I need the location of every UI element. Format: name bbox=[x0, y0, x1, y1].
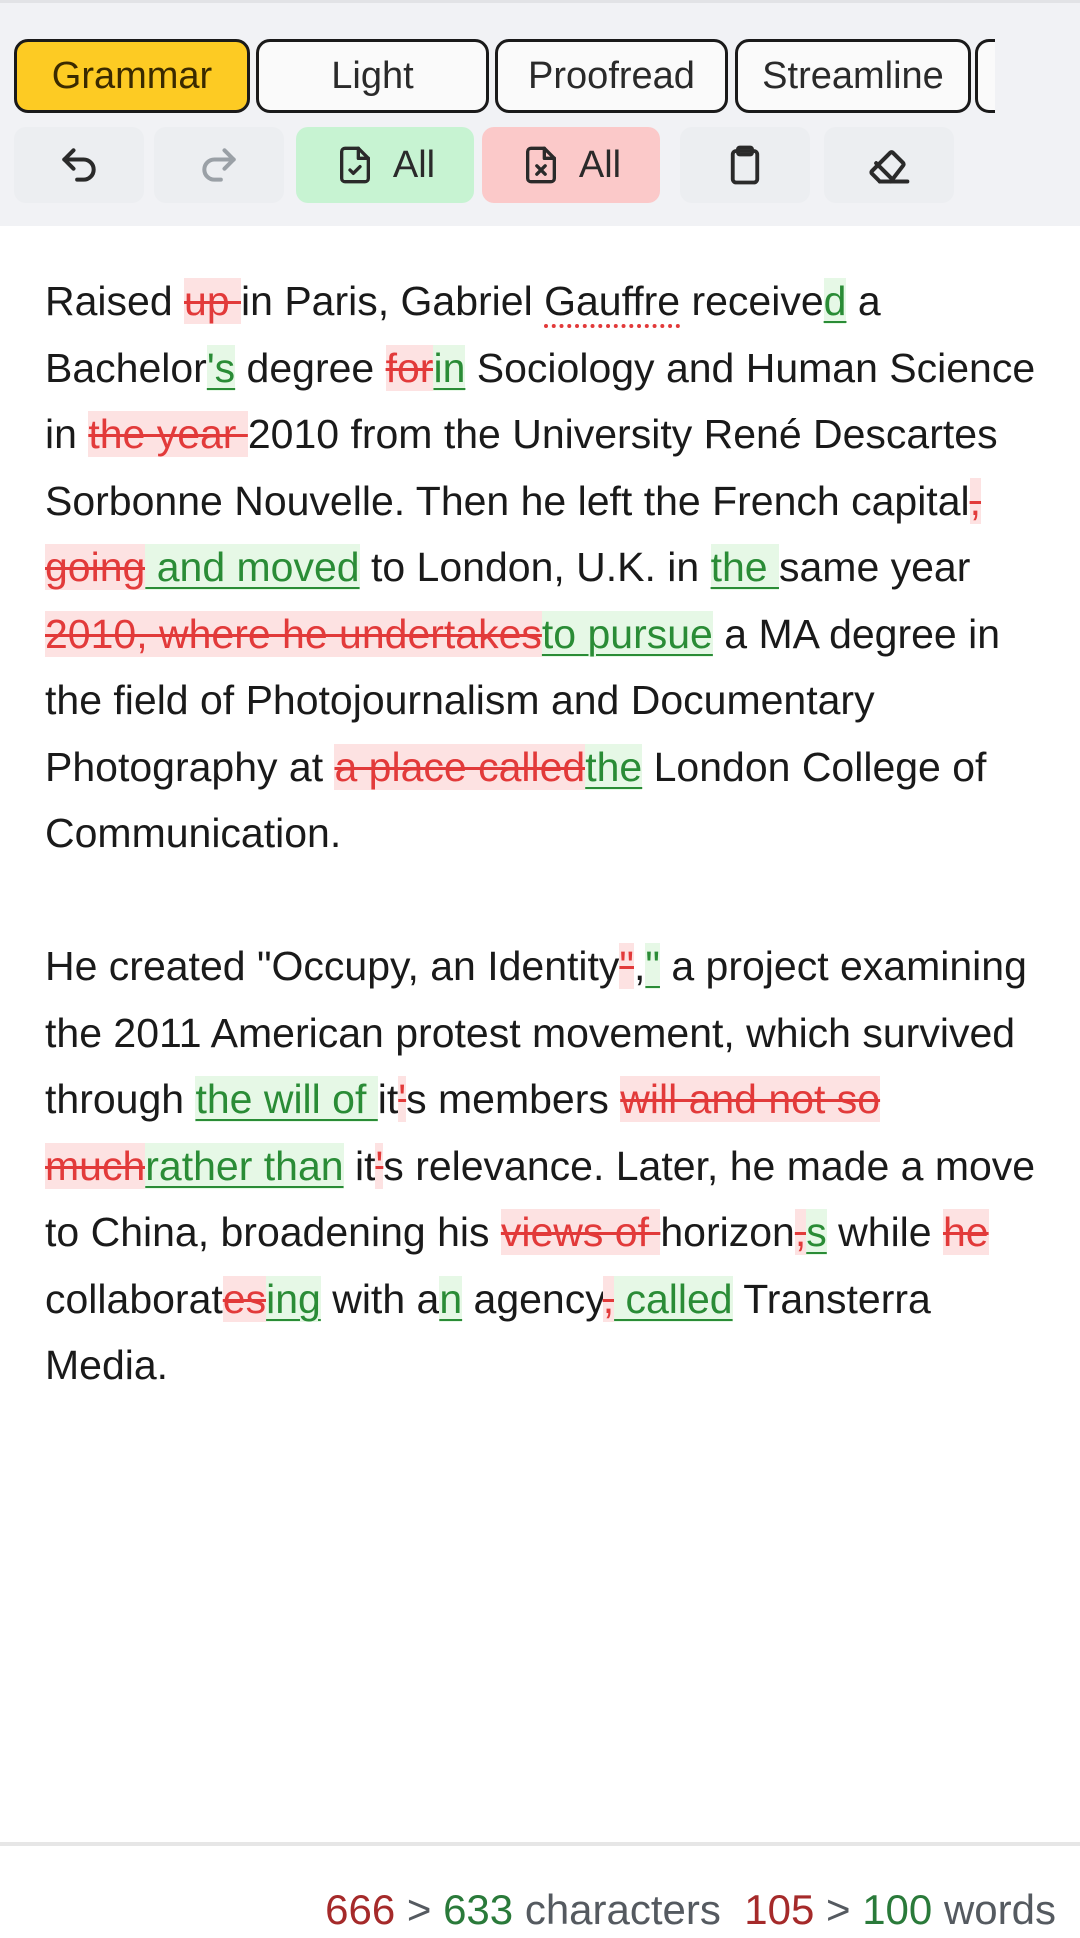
reject-all-icon bbox=[521, 143, 561, 187]
chars-label: characters bbox=[524, 1886, 721, 1933]
deletion-mark[interactable]: , bbox=[602, 1275, 615, 1322]
text-run: 2010 from the University René Descartes Sorbonne Nouvelle. Then he left the French capital bbox=[45, 411, 998, 524]
deletion-mark[interactable]: will and not so much bbox=[45, 1076, 881, 1189]
insertion-mark[interactable]: and moved bbox=[145, 544, 360, 590]
insertion-mark[interactable]: s bbox=[806, 1209, 827, 1255]
deletion-mark[interactable]: ' bbox=[375, 1142, 384, 1189]
undo-icon bbox=[57, 143, 101, 187]
text-run: s relevance. Later, he made a move to China, broadening his bbox=[45, 1142, 1036, 1255]
mode-tab-proofread[interactable]: Proofread bbox=[495, 39, 728, 113]
text-run: horizon bbox=[660, 1209, 795, 1255]
mode-tab-streamline[interactable]: Streamline bbox=[735, 39, 971, 113]
mode-tab-grammar[interactable]: Grammar bbox=[14, 39, 250, 113]
text-run: , bbox=[633, 943, 646, 989]
accept-all-button[interactable] bbox=[296, 127, 474, 203]
clipboard-icon bbox=[724, 143, 766, 187]
deletion-mark[interactable]: for bbox=[385, 344, 434, 391]
text-run: Raised bbox=[45, 278, 185, 324]
chars-arrow: > bbox=[406, 1886, 432, 1933]
deletion-mark[interactable]: ' bbox=[398, 1076, 407, 1122]
mode-tab-overflow[interactable] bbox=[975, 39, 995, 113]
text-run: with a bbox=[320, 1275, 440, 1322]
deletion-mark[interactable]: a place called bbox=[334, 743, 586, 790]
text-run: a MA degree in the field of Photojournalism and Documentary Photography at bbox=[45, 610, 1001, 790]
text-run: it bbox=[377, 1076, 399, 1122]
copy-button[interactable] bbox=[680, 127, 810, 203]
text-run: agency bbox=[462, 1275, 603, 1322]
status-bar bbox=[0, 1842, 1080, 1938]
deletion-mark[interactable]: the year bbox=[88, 411, 248, 457]
text-run: collaborat bbox=[45, 1275, 223, 1322]
reject-all-label: All bbox=[578, 143, 622, 186]
chars-before: 666 bbox=[325, 1886, 396, 1933]
insertion-mark[interactable]: the bbox=[710, 544, 779, 590]
deletion-mark[interactable]: views of bbox=[500, 1209, 661, 1255]
insertion-mark[interactable]: 's bbox=[206, 344, 236, 391]
deletion-mark[interactable]: " bbox=[619, 943, 634, 989]
text-run: Sociology and Human Science in bbox=[45, 344, 1036, 457]
clear-button[interactable] bbox=[824, 127, 954, 203]
text-run: same year bbox=[778, 544, 971, 590]
mode-tab-light[interactable]: Light bbox=[256, 39, 489, 113]
deletion-mark[interactable]: 2010, where he undertakes bbox=[45, 610, 542, 657]
text-run: Transterra Media. bbox=[45, 1275, 931, 1388]
toolbar bbox=[0, 0, 1080, 226]
document-editor[interactable] bbox=[45, 268, 1045, 1399]
redo-button[interactable] bbox=[154, 127, 284, 203]
insertion-mark[interactable]: n bbox=[439, 1275, 463, 1322]
deletion-mark[interactable]: , bbox=[794, 1209, 807, 1255]
reject-all-button[interactable] bbox=[482, 127, 660, 203]
undo-button[interactable] bbox=[14, 127, 144, 203]
paragraph bbox=[45, 268, 1045, 867]
paragraph bbox=[45, 933, 1045, 1399]
text-run: to London, U.K. in bbox=[359, 544, 711, 590]
insertion-mark[interactable]: the bbox=[585, 743, 643, 790]
eraser-icon bbox=[866, 143, 912, 187]
words-before: 105 bbox=[744, 1886, 815, 1933]
insertion-mark[interactable]: d bbox=[823, 278, 847, 324]
insertion-mark[interactable]: " bbox=[645, 943, 660, 989]
insertion-mark[interactable]: to pursue bbox=[541, 610, 713, 657]
deletion-mark[interactable]: , going bbox=[45, 477, 982, 590]
text-run: He created "Occupy, an Identity bbox=[45, 943, 620, 989]
stats bbox=[325, 1886, 1056, 1934]
words-after: 100 bbox=[862, 1886, 933, 1933]
deletion-mark[interactable]: es bbox=[222, 1275, 267, 1322]
deletion-mark[interactable]: he bbox=[942, 1209, 989, 1255]
redo-icon bbox=[197, 143, 241, 187]
text-run: it bbox=[343, 1142, 376, 1189]
text-run: degree bbox=[235, 344, 386, 391]
text-run: in Paris, Gabriel bbox=[241, 278, 545, 324]
text-run: London College of Communication. bbox=[45, 743, 987, 856]
accept-all-icon bbox=[335, 143, 375, 187]
insertion-mark[interactable]: called bbox=[614, 1275, 733, 1322]
text-run: receive bbox=[680, 278, 824, 324]
insertion-mark[interactable]: rather than bbox=[145, 1142, 344, 1189]
text-run: while bbox=[826, 1209, 943, 1255]
insertion-mark[interactable]: ing bbox=[266, 1275, 321, 1322]
deletion-mark[interactable]: up bbox=[184, 278, 242, 324]
text-run: s members bbox=[406, 1076, 621, 1122]
insertion-mark[interactable]: in bbox=[433, 344, 466, 391]
accept-all-label: All bbox=[392, 143, 436, 186]
spelling-flag[interactable]: Gauffre bbox=[544, 278, 681, 324]
text-run: a project examining the 2011 American protest movement, which survived through bbox=[45, 943, 1027, 1122]
words-arrow: > bbox=[826, 1886, 851, 1933]
words-label: words bbox=[943, 1886, 1056, 1933]
insertion-mark[interactable]: the will of bbox=[195, 1076, 378, 1122]
text-run: a Bachelor bbox=[45, 278, 881, 391]
chars-after: 633 bbox=[443, 1886, 514, 1933]
